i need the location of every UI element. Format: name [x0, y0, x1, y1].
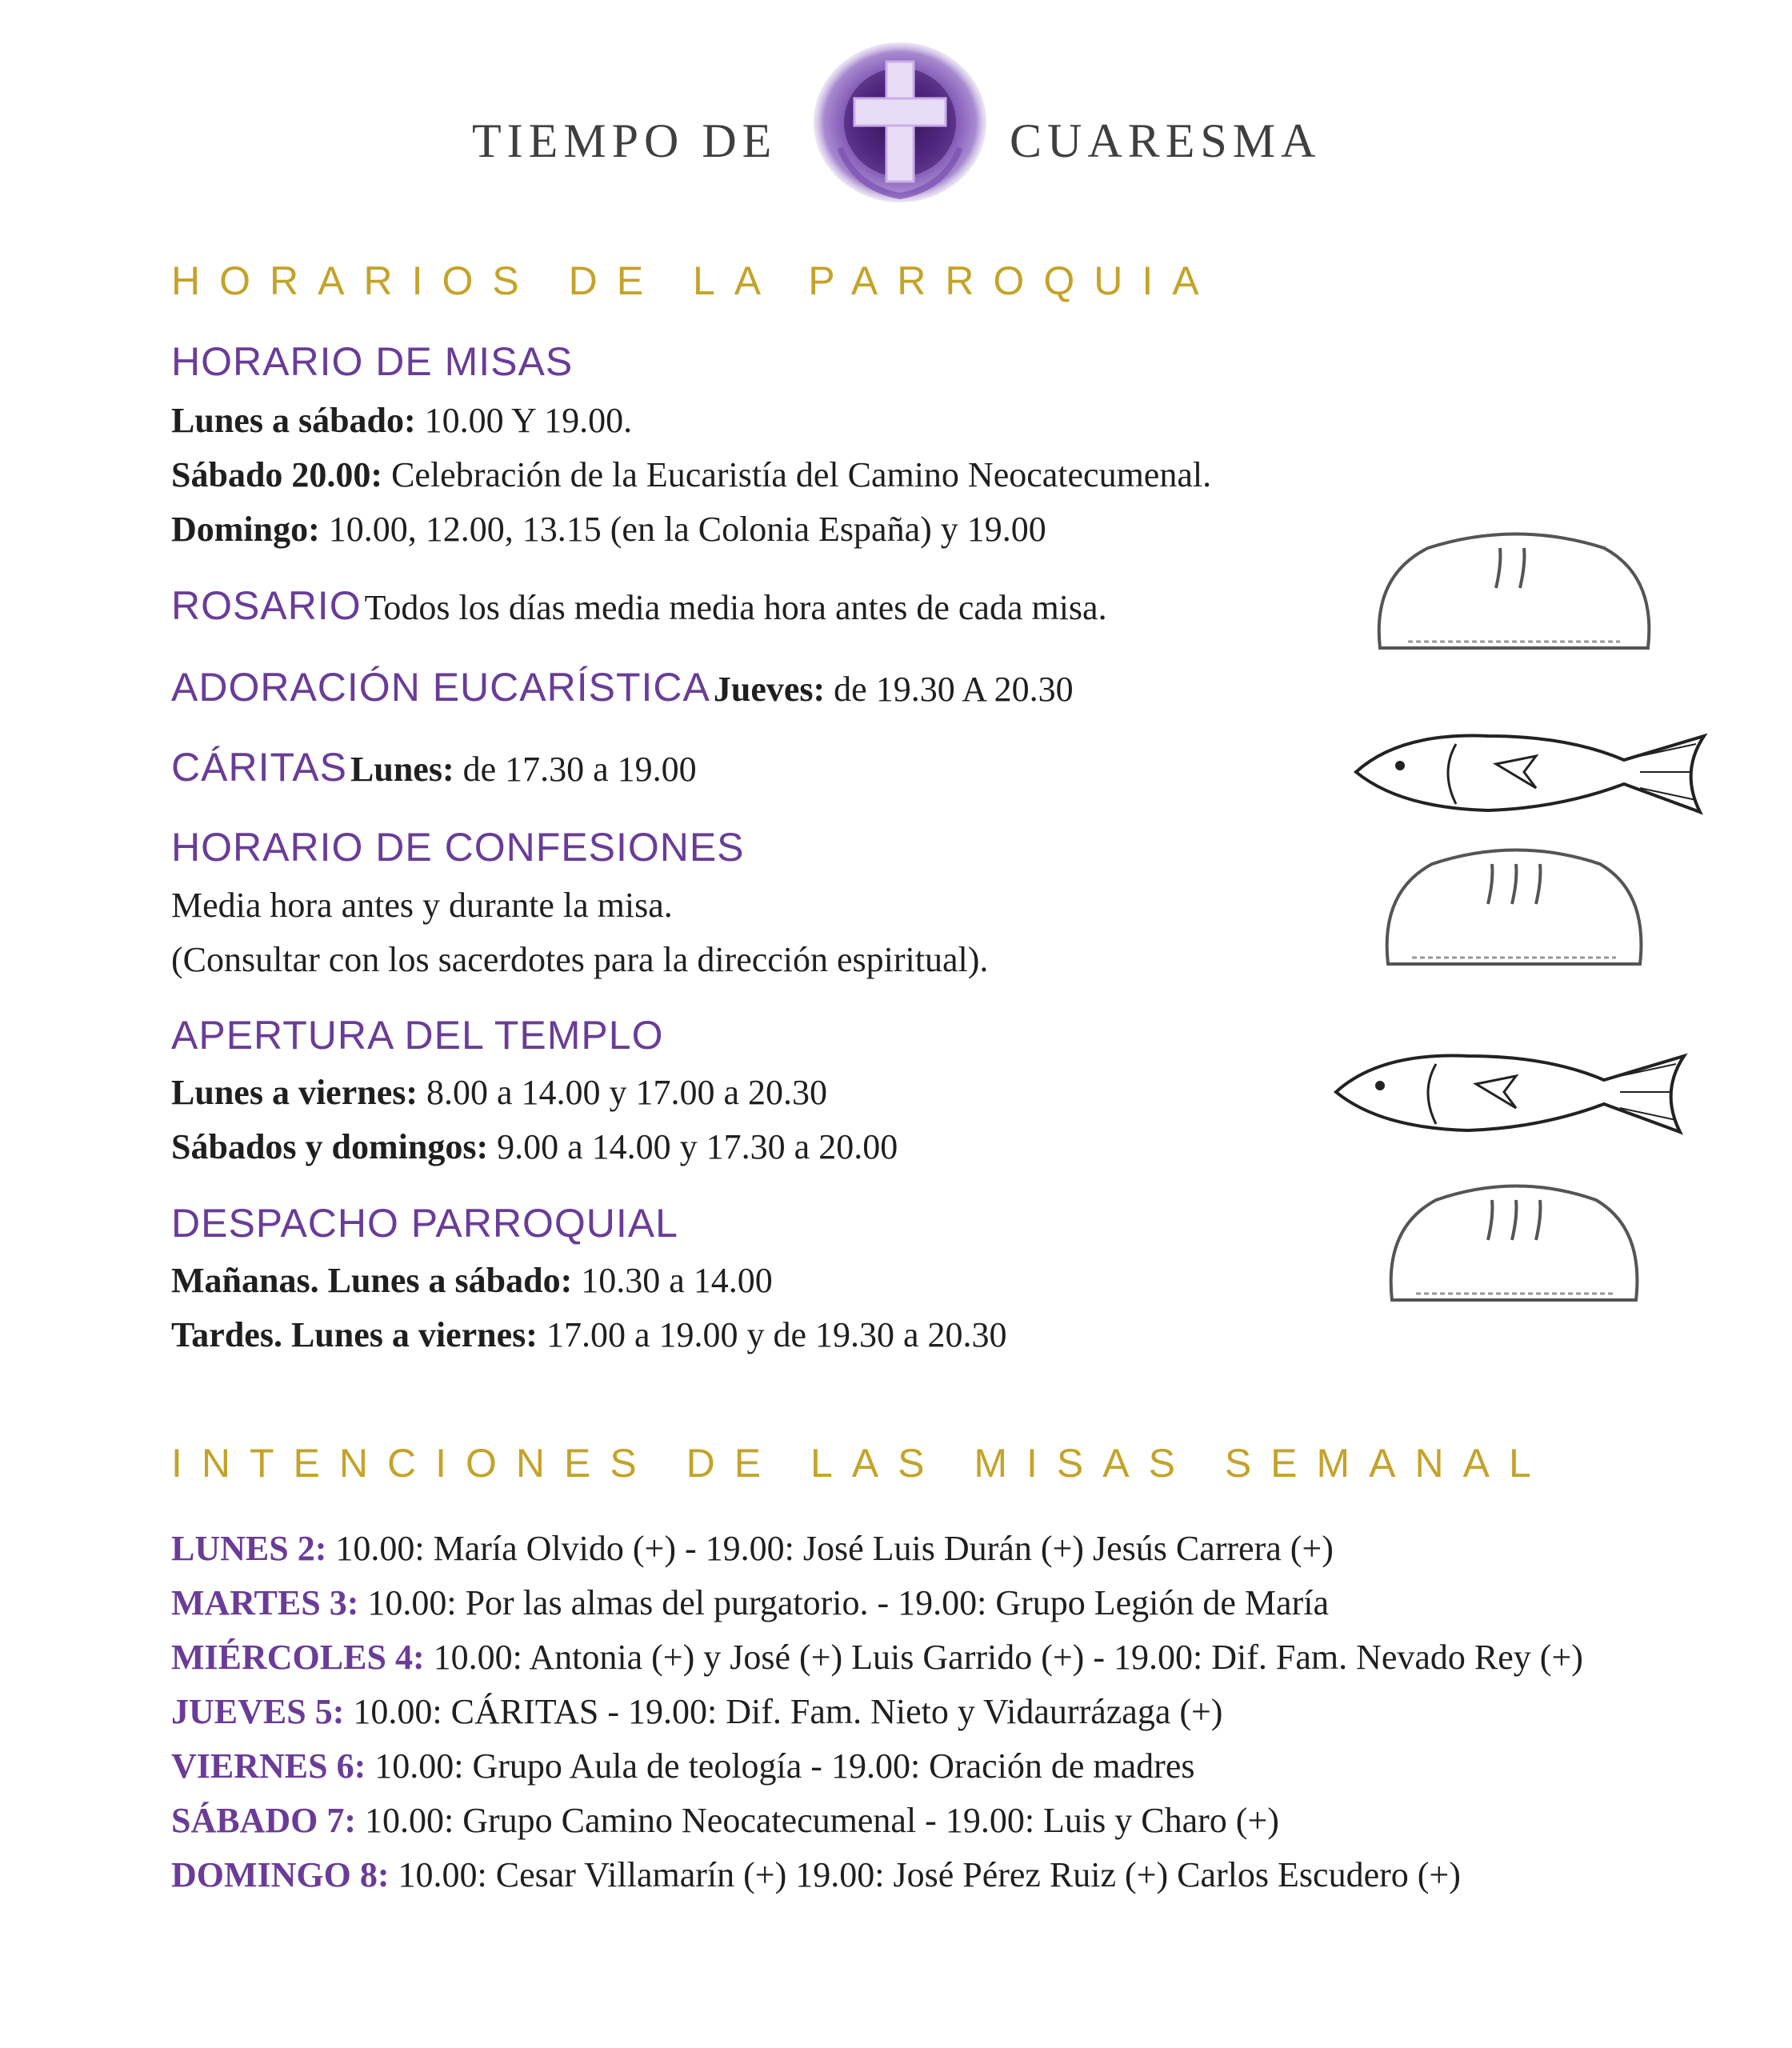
header-left-word: TIEMPO DE: [472, 114, 778, 167]
misas-title: HORARIO DE MISAS: [171, 339, 574, 384]
confesiones-line-2: (Consultar con los sacerdotes para la dirección espiritual).: [171, 940, 989, 979]
intenciones-title: INTENCIONES DE LAS MISAS SEMANAL: [171, 1441, 1550, 1486]
despacho-line-1: Mañanas. Lunes a sábado: 10.30 a 14.00: [171, 1261, 773, 1300]
intencion-row: DOMINGO 8: 10.00: Cesar Villamarín (+) 19.00: José Pérez Ruiz (+) Carlos Escudero (+): [171, 1855, 1461, 1894]
caritas-row: [171, 744, 697, 790]
apertura-line-1: Lunes a viernes: 8.00 a 14.00 y 17.00 a 20.30: [171, 1073, 828, 1112]
caritas-label: Lunes:: [350, 750, 454, 789]
adoracion-label: Jueves:: [713, 670, 826, 709]
apertura-title: APERTURA DEL TEMPLO: [171, 1013, 664, 1058]
fish-icon: [1332, 1044, 1692, 1140]
apertura-line-2: Sábados y domingos: 9.00 a 14.00 y 17.30 a 20.00: [171, 1127, 898, 1166]
bread-icon: [1380, 844, 1652, 976]
confesiones-title: HORARIO DE CONFESIONES: [171, 825, 745, 870]
horarios-title: HORARIOS DE LA PARROQUIA: [171, 258, 1218, 303]
header-right-word: CUARESMA: [1010, 114, 1322, 167]
despacho-line-2: Tardes. Lunes a viernes: 17.00 a 19.00 y de 19.30 a 20.30: [171, 1315, 1007, 1354]
rosario-text: Todos los días media media hora antes de cada misa.: [364, 588, 1107, 627]
adoracion-text: de 19.30 A 20.30: [825, 670, 1074, 709]
intencion-row: MIÉRCOLES 4: 10.00: Antonia (+) y José (+) Luis Garrido (+) - 19.00: Dif. Fam. Nevado Rey (+): [171, 1638, 1583, 1677]
bread-icon: [1372, 528, 1660, 660]
adoracion-row: [171, 664, 1074, 710]
intencion-row: MARTES 3: 10.00: Por las almas del purgatorio. - 19.00: Grupo Legión de María: [171, 1583, 1329, 1622]
adoracion-title: ADORACIÓN EUCARÍSTICA: [171, 665, 710, 710]
misas-line-2: Sábado 20.00: Celebración de la Eucaristía del Camino Neocatecumenal.: [171, 455, 1212, 494]
caritas-title: CÁRITAS: [171, 745, 347, 790]
intencion-row: LUNES 2: 10.00: María Olvido (+) - 19.00: José Luis Durán (+) Jesús Carrera (+): [171, 1529, 1334, 1568]
rosario-row: [171, 582, 1107, 629]
purple-cross-icon: [808, 36, 992, 208]
rosario-title: ROSARIO: [171, 583, 362, 628]
fish-icon: [1352, 724, 1712, 820]
caritas-text: de 17.30 a 19.00: [454, 750, 697, 789]
intencion-row: JUEVES 5: 10.00: CÁRITAS - 19.00: Dif. Fam. Nieto y Vidaurrázaga (+): [171, 1692, 1223, 1731]
despacho-title: DESPACHO PARROQUIAL: [171, 1201, 678, 1246]
bread-icon: [1384, 1180, 1648, 1312]
misas-line-1: Lunes a sábado: 10.00 Y 19.00.: [171, 401, 633, 440]
confesiones-line-1: Media hora antes y durante la misa.: [171, 886, 673, 925]
intencion-row: SÁBADO 7: 10.00: Grupo Camino Neocatecumenal - 19.00: Luis y Charo (+): [171, 1801, 1279, 1840]
intencion-row: VIERNES 6: 10.00: Grupo Aula de teología - 19.00: Oración de madres: [171, 1746, 1195, 1786]
misas-line-3: Domingo: 10.00, 12.00, 13.15 (en la Colonia España) y 19.00: [171, 510, 1046, 549]
